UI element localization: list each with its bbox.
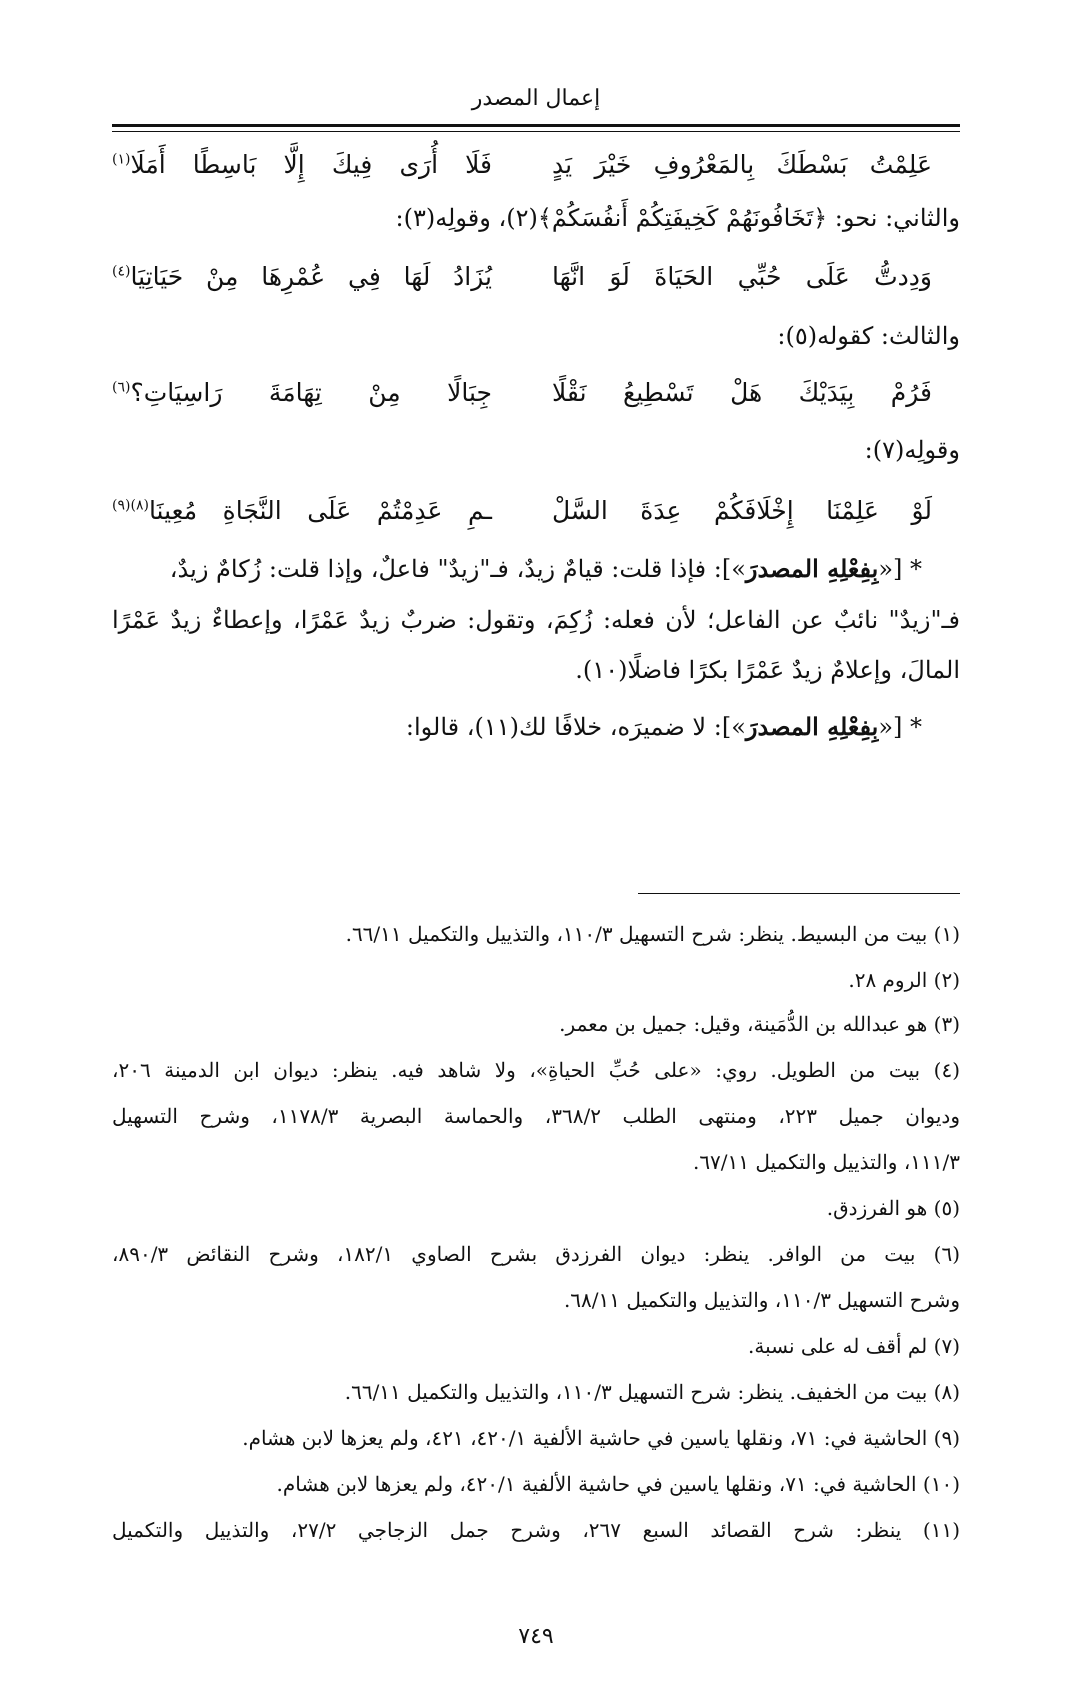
verse-3-first-hemistich: فَرُمْ بِيَدَيْكَ هَلْ تَسْطِيعُ نَقْلًا: [552, 378, 932, 407]
footnote-8: (٨) بيت من الخفيف. ينظر: شرح التسهيل ١١٠/٣، والتذييل والتكميل ٦٦/١١.: [344, 1380, 960, 1404]
body-line-6: وقولِه(٧):: [864, 436, 960, 464]
footnote-1: (١) بيت من البسيط. ينظر: شرح التسهيل ١١٠/٣، والتذييل والتكميل ٦٦/١١.: [345, 922, 960, 946]
header-rule-thick: [112, 124, 960, 127]
header-rule-thin: [112, 131, 960, 132]
verse-3: [112, 378, 932, 418]
verse-2: [112, 262, 932, 302]
verse-4-second-hemistich: ـمِ عَدِمْتُمْ عَلَى النَّجَاةِ مُعِينَا$^{(٨)(٩)}$: [112, 496, 492, 525]
footnote-6-line-2: وشرح التسهيل ١١٠/٣، والتذييل والتكميل ٦٨/١١.: [563, 1288, 960, 1312]
footnote-6-line-1: (٦) بيت من الوافر. ينظر: ديوان الفرزدق بشرح الصاوي ١٨٢/١، وشرح النقائض ٨٩٠/٣،: [112, 1242, 960, 1266]
verse-1: [112, 150, 932, 190]
footnote-5: (٥) هو الفرزدق.: [826, 1196, 960, 1220]
verse-4: [112, 496, 932, 536]
verse-1-first-hemistich: عَلِمْتُ بَسْطَكَ بِالمَعْرُوفِ خَيْرَ يَدٍ: [552, 150, 932, 179]
footnote-10: (١٠) الحاشية في: ٧١، ونقلها ياسين في حاشية الألفية ٤٢٠/١، ولم يعزها لابن هشام.: [276, 1472, 960, 1496]
footnote-9: (٩) الحاشية في: ٧١، ونقلها ياسين في حاشية الألفية ٤٢٠/١، ٤٢١، ولم يعزها لابن هشام.: [242, 1426, 960, 1450]
footnote-ref: (١): [112, 151, 131, 168]
footnote-4-line-3: ١١١/٣، والتذييل والتكميل ٦٧/١١.: [692, 1150, 960, 1174]
body-line-2: والثاني: نحو: ﴿تَخَافُونَهُمْ كَخِيفَتِكُمْ أَنفُسَكُمْ﴾(٢)، وقولِه(٣):: [395, 204, 960, 232]
footnote-4-line-1: (٤) بيت من الطويل. روي: «على حُبِّ الحياةِ»، ولا شاهد فيه. ينظر: ديوان ابن الدمينة ٢٠٦،: [112, 1058, 960, 1082]
paragraph-1-line-2: فـ"زيدٌ" نائبٌ عن الفاعل؛ لأن فعله: زُكِمَ، وتقول: ضربٌ زيدٌ عَمْرًا، وإعطاءٌ زيدٌ عَمْرًا: [112, 606, 960, 634]
footnote-separator: [638, 893, 960, 894]
footnote-7: (٧) لم أقف له على نسبة.: [748, 1334, 960, 1358]
footnote-4-line-2: وديوان جميل ٢٢٣، ومنتهى الطلب ٣٦٨/٢، والحماسة البصرية ١١٧٨/٣، وشرح التسهيل: [112, 1104, 960, 1128]
bold-term: بِفِعْلِهِ المصدرَ: [745, 712, 879, 741]
verse-4-first-hemistich: لَوْ عَلِمْنَا إِخْلَافَكُمْ عِدَةَ السَّلْ: [552, 496, 932, 525]
footnote-2: (٢) الروم ٢٨.: [848, 968, 960, 992]
bold-term: بِفِعْلِهِ المصدرَ: [745, 554, 879, 583]
footnote-ref: (٤): [112, 263, 131, 280]
paragraph-1-line-1: * [«بِفِعْلِهِ المصدرَ»]: فإذا قلت: قيامٌ زيدٌ، فـ"زيدٌ" فاعلٌ، وإذا قلت: زُكامٌ زيدٌ،: [169, 554, 922, 583]
paragraph-2-line-1: * [«بِفِعْلِهِ المصدرَ»]: لا ضميرَه، خلافًا لك(١١)، قالوا:: [405, 712, 922, 741]
footnote-3: (٣) هو عبدالله بن الدُّمَينة، وقيل: جميل بن معمر.: [559, 1012, 960, 1036]
body-line-4: والثالث: كقوله(٥):: [777, 322, 960, 350]
verse-3-second-hemistich: جِبَالًا مِنْ تِهَامَةَ رَاسِيَاتِ؟$^{(٦)}$: [112, 378, 492, 407]
footnote-ref: (٨)(٩): [112, 497, 149, 514]
verse-2-first-hemistich: وَدِدتُّ عَلَى حُبِّي الحَيَاةَ لَوَ انَّهَا: [552, 262, 932, 291]
page-number: ٧٤٩: [518, 1624, 554, 1649]
verse-2-second-hemistich: يُزَادُ لَهَا فِي عُمْرِهَا مِنْ حَيَاتِيَا$^{(٤)}$: [112, 262, 492, 291]
running-header: إعمال المصدر: [471, 86, 601, 111]
paragraph-1-line-3: المالَ، وإعلامٌ زيدٌ عَمْرًا بكرًا فاضلًا(١٠).: [575, 656, 960, 684]
verse-1-second-hemistich: فَلَا أُرَى فِيكَ إِلَّا بَاسِطًا أَمَلَا$^{(١)}$: [112, 150, 492, 179]
footnote-11: (١١) ينظر: شرح القصائد السبع ٢٦٧، وشرح جمل الزجاجي ٢٧/٢، والتذييل والتكميل: [112, 1518, 960, 1542]
footnote-ref: (٦): [112, 379, 131, 396]
